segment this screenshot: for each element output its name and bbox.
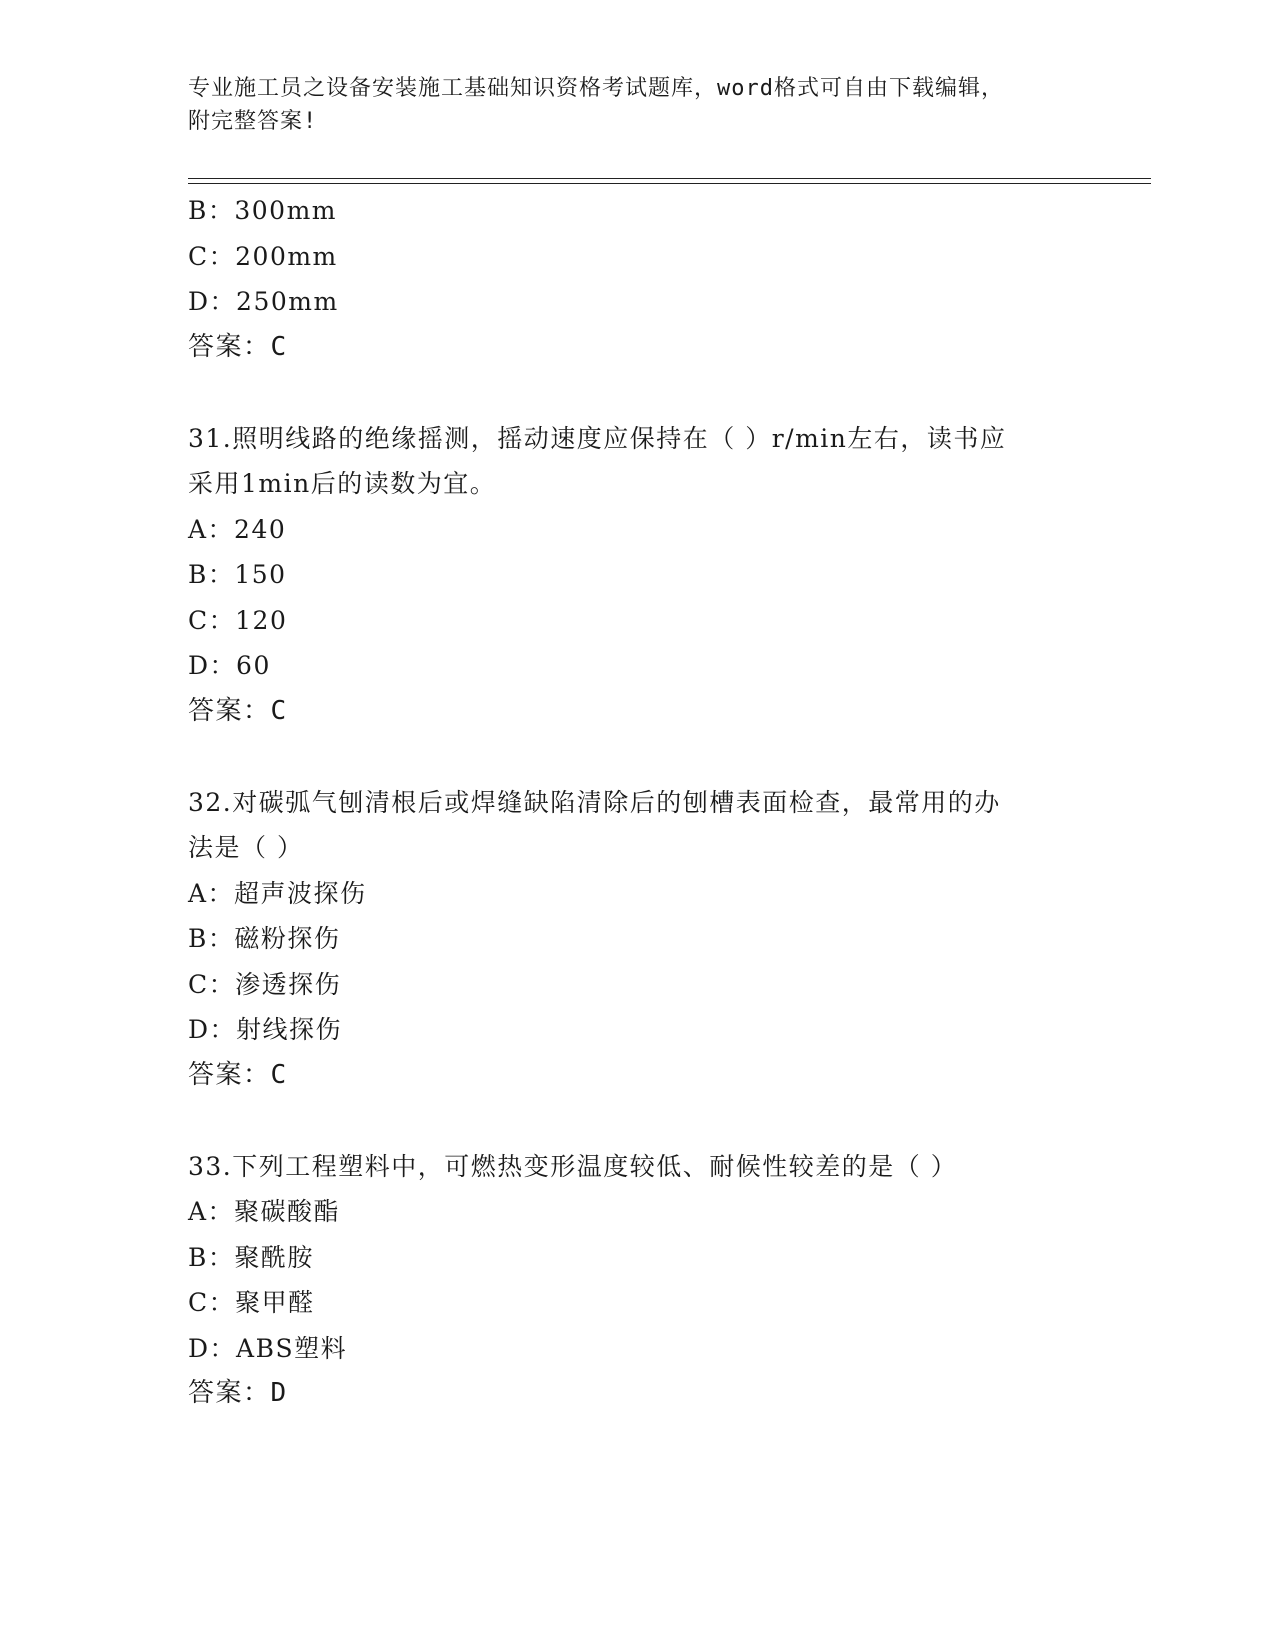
answer-line (188, 1053, 1088, 1099)
option-b: B：磁粉探伤 (188, 924, 341, 953)
answer-value: D (270, 1378, 288, 1408)
question-stem: 32.对碳弧气刨清根后或焊缝缺陷清除后的刨槽表面检查，最常用的办 (188, 787, 1001, 817)
spacer (188, 734, 1088, 780)
answer-value: C (270, 331, 288, 362)
question-list (188, 188, 1088, 1417)
question-block-30 (188, 188, 1088, 370)
document-header (188, 72, 1088, 138)
option-d: D：250mm (188, 287, 339, 316)
answer-line (188, 689, 1088, 735)
question-block-32 (188, 780, 1088, 1099)
option-c: C：聚甲醛 (188, 1288, 315, 1317)
answer-label: 答案： (188, 1059, 271, 1090)
answer-label: 答案： (188, 1378, 271, 1408)
option-a: A：超声波探伤 (188, 878, 367, 908)
option-a: A：聚碳酸酯 (188, 1197, 341, 1226)
answer-label: 答案： (188, 331, 271, 362)
header-title-line-1: 专业施工员之设备安装施工基础知识资格考试题库，word格式可自由下载编辑， (188, 76, 1004, 101)
header-title-line-2: 附完整答案! (188, 109, 318, 134)
answer-line (188, 325, 1088, 371)
question-block-33 (188, 1144, 1088, 1417)
option-c: C：渗透探伤 (188, 969, 342, 999)
option-a: A：240 (188, 514, 287, 544)
answer-value: C (270, 1059, 288, 1090)
option-c: C：200mm (188, 241, 338, 271)
question-stem-continued: 采用1min后的读数为宜。 (188, 469, 497, 498)
option-b: B：聚酰胺 (188, 1242, 314, 1272)
spacer (188, 370, 1088, 416)
spacer (188, 1098, 1088, 1144)
option-d: D：射线探伤 (188, 1015, 343, 1044)
question-stem: 31.照明线路的绝缘摇测，摇动速度应保持在（ ）r/min左右，读书应 (188, 423, 1007, 453)
option-d: D：60 (188, 651, 271, 680)
question-block-31 (188, 416, 1088, 735)
answer-value: C (270, 695, 288, 726)
question-stem-continued: 法是（ ） (188, 833, 304, 862)
header-divider-bottom (188, 183, 1151, 184)
option-d: D：ABS塑料 (188, 1333, 348, 1363)
option-b: B：150 (188, 560, 287, 589)
answer-line (188, 1371, 1088, 1417)
answer-label: 答案： (188, 695, 271, 726)
header-divider-top (188, 178, 1151, 179)
option-c: C：120 (188, 605, 288, 635)
option-b: B：300mm (188, 196, 338, 225)
question-stem: 33.下列工程塑料中，可燃热变形温度较低、耐候性较差的是（ ） (188, 1151, 958, 1181)
